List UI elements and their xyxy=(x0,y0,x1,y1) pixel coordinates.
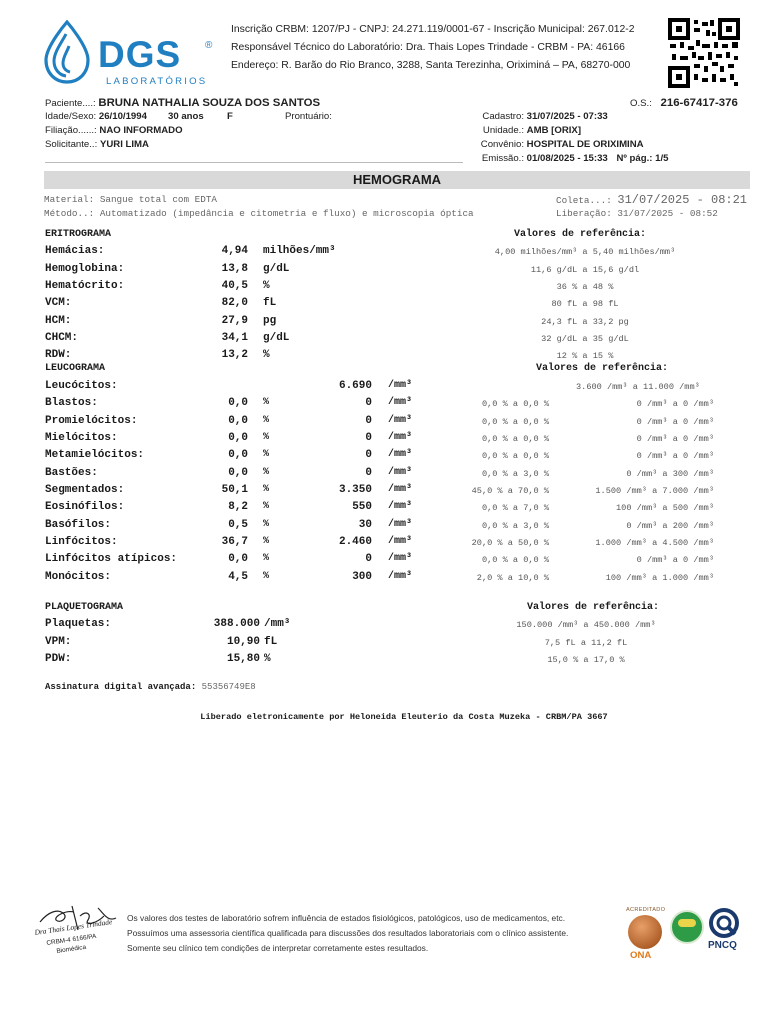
result-name: Plaquetas: xyxy=(45,618,112,630)
reference-pct: 0,0 % a 0,0 % xyxy=(481,434,549,444)
leucocitos-abs-unit: /mm³ xyxy=(388,380,413,391)
exam-title: HEMOGRAMA xyxy=(352,172,442,187)
result-unit: g/dL xyxy=(263,332,290,344)
reference-range: 7,5 fL a 11,2 fL xyxy=(544,638,628,648)
result-name: Monócitos: xyxy=(45,571,112,583)
result-name: Hematócrito: xyxy=(45,280,125,292)
result-unit: % xyxy=(263,349,270,361)
result-abs: 0 xyxy=(365,415,372,427)
digital-signature-label: Assinatura digital avançada: xyxy=(45,682,197,692)
result-name: PDW: xyxy=(45,653,72,665)
leucocitos-ref: 3.600 /mm³ a 11.000 /mm³ xyxy=(576,382,700,392)
reference-abs: 100 /mm³ a 500 /mm³ xyxy=(616,503,714,513)
result-abs-unit: /mm³ xyxy=(388,449,413,460)
eritrograma-header: ERITROGRAMA xyxy=(45,229,112,240)
reference-pct: 0,0 % a 0,0 % xyxy=(481,451,549,461)
result-pct: 50,1 xyxy=(221,484,248,496)
result-abs-unit: /mm³ xyxy=(388,467,413,478)
liberacao-label: Liberação: xyxy=(556,208,612,219)
reference-abs: 0 /mm³ a 0 /mm³ xyxy=(636,399,714,409)
material-label: Material: xyxy=(44,194,95,205)
unidade-label: Unidade.: xyxy=(482,125,524,136)
result-pct-unit: % xyxy=(263,571,270,582)
unidade-row xyxy=(476,125,581,136)
patient-age: 30 anos xyxy=(168,111,204,122)
metodo-row xyxy=(44,208,474,219)
ona-medal-icon xyxy=(628,915,662,949)
reference-abs: 0 /mm³ a 300 /mm³ xyxy=(626,469,714,479)
cadastro-row xyxy=(476,111,608,122)
leucograma-row xyxy=(0,571,768,588)
plaquetograma-row xyxy=(0,618,768,635)
liberacao-value: 31/07/2025 - 08:52 xyxy=(617,208,718,219)
patient-sex: F xyxy=(227,111,233,122)
result-name: VCM: xyxy=(45,297,72,309)
lab-logo xyxy=(42,20,222,92)
logo-text: DGS xyxy=(98,34,182,75)
result-pct: 36,7 xyxy=(221,536,248,548)
result-value: 40,5 xyxy=(221,280,248,292)
result-name: Linfócitos: xyxy=(45,536,118,548)
result-abs-unit: /mm³ xyxy=(388,501,413,512)
convenio-value: HOSPITAL DE ORIXIMINA xyxy=(526,139,644,150)
reference-abs: 0 /mm³ a 200 /mm³ xyxy=(626,521,714,531)
result-pct-unit: % xyxy=(263,432,270,443)
material-row xyxy=(44,194,217,205)
result-name: Eosinófilos: xyxy=(45,501,125,513)
reference-abs: 0 /mm³ a 0 /mm³ xyxy=(636,434,714,444)
result-abs: 550 xyxy=(352,501,372,513)
result-pct-unit: % xyxy=(263,501,270,512)
result-unit: g/dL xyxy=(263,263,290,275)
result-name: Linfócitos atípicos: xyxy=(45,553,178,565)
eritrograma-row xyxy=(0,263,768,280)
reference-abs: 1.500 /mm³ a 7.000 /mm³ xyxy=(595,486,714,496)
result-value: 13,8 xyxy=(221,263,248,275)
result-abs: 300 xyxy=(352,571,372,583)
result-pct-unit: % xyxy=(263,536,270,547)
plaquetograma-header: PLAQUETOGRAMA xyxy=(45,602,124,613)
result-value: 15,80 xyxy=(226,653,260,665)
leucograma-row xyxy=(0,553,768,570)
footer-text-1: Os valores dos testes de laboratório sofrem influência de estados fisiológicos, patológicos, uso de medicamentos, etc. xyxy=(127,913,566,923)
plaquetograma-ref-header: Valores de referência: xyxy=(527,602,660,613)
emissao-row xyxy=(476,153,668,164)
logo-registered: ® xyxy=(205,40,213,51)
result-abs: 0 xyxy=(365,432,372,444)
reference-abs: 1.000 /mm³ a 4.500 /mm³ xyxy=(595,538,714,548)
eritrograma-ref-header: Valores de referência: xyxy=(514,229,647,240)
result-unit: pg xyxy=(263,315,277,327)
prontuario-label: Prontuário: xyxy=(285,111,332,122)
result-abs: 0 xyxy=(365,467,372,479)
result-name: Hemoglobina: xyxy=(45,263,125,275)
cadastro-label: Cadastro: xyxy=(482,111,524,122)
reference-pct: 0,0 % a 7,0 % xyxy=(481,503,549,513)
emissao-label: Emissão.: xyxy=(481,153,524,164)
result-name: Segmentados: xyxy=(45,484,125,496)
leucograma-row xyxy=(0,519,768,536)
logo-subtitle: LABORATÓRIOS xyxy=(106,76,208,87)
result-abs-unit: /mm³ xyxy=(388,536,413,547)
result-pct-unit: % xyxy=(263,397,270,408)
os-label: O.S.: xyxy=(630,98,652,109)
ona-text: ONA xyxy=(630,950,652,961)
reference-pct: 0,0 % a 0,0 % xyxy=(481,417,549,427)
handwritten-signature xyxy=(34,904,120,962)
metodo-value: Automatizado (impedância e citometria e fluxo) e microscopia óptica xyxy=(99,208,474,219)
reference-pct: 0,0 % a 3,0 % xyxy=(481,469,549,479)
result-pct-unit: % xyxy=(263,519,270,530)
digital-signature-code: 55356749E8 xyxy=(201,682,256,692)
result-pct: 4,5 xyxy=(228,571,248,583)
exam-title-bar xyxy=(44,171,750,189)
reference-abs: 100 /mm³ a 1.000 /mm³ xyxy=(605,573,714,583)
result-abs: 30 xyxy=(358,519,372,531)
reference-pct: 2,0 % a 10,0 % xyxy=(476,573,549,583)
result-pct-unit: % xyxy=(263,553,270,564)
leucograma-row xyxy=(0,467,768,484)
result-abs-unit: /mm³ xyxy=(388,553,413,564)
result-abs-unit: /mm³ xyxy=(388,415,413,426)
result-abs-unit: /mm³ xyxy=(388,397,413,408)
result-abs-unit: /mm³ xyxy=(388,519,413,530)
convenio-row xyxy=(476,139,644,150)
eritrograma-row xyxy=(0,245,768,262)
result-pct: 0,0 xyxy=(228,415,248,427)
reference-range: 32 g/dL a 35 g/dL xyxy=(541,334,629,344)
reference-pct: 0,0 % a 3,0 % xyxy=(481,521,549,531)
result-pct-unit: % xyxy=(263,415,270,426)
result-value: 82,0 xyxy=(221,297,248,309)
os-number: 216-67417-376 xyxy=(660,97,738,109)
result-name: HCM: xyxy=(45,315,72,327)
result-pct: 0,0 xyxy=(228,397,248,409)
leucograma-row xyxy=(0,484,768,501)
solicitante-row xyxy=(45,139,149,150)
emissao-value: 01/08/2025 - 15:33 xyxy=(526,153,608,164)
pncq-text: PNCQ xyxy=(708,940,737,951)
result-pct: 0,0 xyxy=(228,449,248,461)
result-name: RDW: xyxy=(45,349,72,361)
result-abs: 2.460 xyxy=(338,536,372,548)
result-abs: 0 xyxy=(365,449,372,461)
drop-logo-icon xyxy=(42,20,92,84)
eritrograma-row xyxy=(0,297,768,314)
signature-crbm: CRBM-4 6166/PA xyxy=(46,932,97,947)
leucograma-row xyxy=(0,501,768,518)
result-name: Blastos: xyxy=(45,397,98,409)
result-pct: 0,0 xyxy=(228,432,248,444)
reference-range: 80 fL a 98 fL xyxy=(551,299,619,309)
signature-name: Dra Thais Lopes Trindade xyxy=(34,917,113,937)
patient-name: BRUNA NATHALIA SOUZA DOS SANTOS xyxy=(98,97,321,109)
leucocitos-name: Leucócitos: xyxy=(45,380,118,392)
filiacao-label: Filiação......: xyxy=(45,125,97,136)
reference-range: 4,00 milhões/mm³ a 5,40 milhões/mm³ xyxy=(494,247,676,257)
convenio-label: Convênio: xyxy=(480,139,524,150)
reference-range: 24,3 fL a 33,2 pg xyxy=(541,317,629,327)
plaquetograma-row xyxy=(0,653,768,670)
plaquetograma-row xyxy=(0,636,768,653)
reference-abs: 0 /mm³ a 0 /mm³ xyxy=(636,451,714,461)
result-unit: milhões/mm³ xyxy=(263,245,336,257)
solicitante-label: Solicitante..: xyxy=(45,139,98,150)
footer-text-2: Possuímos uma assessoria científica qualificada para discussões dos resultados laboratoriais com o clínico assistente. xyxy=(127,928,569,938)
liberado-text: Liberado eletronicamente por Heloneida Eleuterio da Costa Muzeka - CRBM/PA 3667 xyxy=(200,712,608,722)
lab-info-line-2: Responsável Técnico do Laboratório: Dra. Thais Lopes Trindade - CRBM - PA: 46166 xyxy=(231,42,625,53)
footer-text-3: Somente seu clínico tem condições de interpretar corretamente estes resultados. xyxy=(127,943,429,953)
result-unit: % xyxy=(264,653,271,665)
result-pct-unit: % xyxy=(263,484,270,495)
result-pct: 8,2 xyxy=(228,501,248,513)
result-name: Metamielócitos: xyxy=(45,449,145,461)
separator-line xyxy=(45,162,463,163)
reference-range: 36 % a 48 % xyxy=(556,282,614,292)
result-name: CHCM: xyxy=(45,332,79,344)
eritrograma-row xyxy=(0,280,768,297)
filiacao-value: NAO INFORMADO xyxy=(99,125,183,136)
result-abs: 0 xyxy=(365,397,372,409)
acreditado-text: ACREDITADO xyxy=(626,907,666,913)
controllab-seal-icon xyxy=(670,910,704,944)
result-unit: /mm³ xyxy=(264,618,291,630)
reference-abs: 0 /mm³ a 0 /mm³ xyxy=(636,417,714,427)
reference-range: 12 % a 15 % xyxy=(556,351,614,361)
leucograma-row xyxy=(0,397,768,414)
result-name: VPM: xyxy=(45,636,72,648)
coleta-value: 31/07/2025 - 08:21 xyxy=(617,193,748,207)
result-unit: fL xyxy=(264,636,278,648)
reference-range: 150.000 /mm³ a 450.000 /mm³ xyxy=(516,620,656,630)
result-name: Mielócitos: xyxy=(45,432,118,444)
result-name: Basófilos: xyxy=(45,519,112,531)
result-pct-unit: % xyxy=(263,449,270,460)
leucograma-ref-header: Valores de referência: xyxy=(536,363,669,374)
result-pct: 0,0 xyxy=(228,467,248,479)
page-number: 1/5 xyxy=(655,153,669,164)
patient-name-row xyxy=(45,97,320,109)
leucograma-row xyxy=(0,449,768,466)
result-pct: 0,5 xyxy=(228,519,248,531)
result-name: Hemácias: xyxy=(45,245,105,257)
result-name: Bastões: xyxy=(45,467,98,479)
lab-info-line-1: Inscrição CRBM: 1207/PJ - CNPJ: 24.271.119/0001-67 - Inscrição Municipal: 267.012-2 xyxy=(231,24,635,35)
leucograma-header: LEUCOGRAMA xyxy=(45,363,106,374)
result-value: 27,9 xyxy=(221,315,248,327)
result-abs-unit: /mm³ xyxy=(388,432,413,443)
material-value: Sangue total com EDTA xyxy=(99,194,217,205)
unidade-value: AMB [ORIX] xyxy=(526,125,582,136)
reference-pct: 20,0 % a 50,0 % xyxy=(471,538,549,548)
result-abs-unit: /mm³ xyxy=(388,484,413,495)
reference-pct: 45,0 % a 70,0 % xyxy=(471,486,549,496)
metodo-label: Método..: xyxy=(44,208,95,219)
result-value: 10,90 xyxy=(226,636,260,648)
result-value: 34,1 xyxy=(221,332,248,344)
liberacao-row xyxy=(556,208,718,219)
result-abs: 0 xyxy=(365,553,372,565)
eritrograma-row xyxy=(0,315,768,332)
lab-info-line-3: Endereço: R. Barão do Rio Branco, 3288, Santa Terezinha, Oriximiná – PA, 68270-000 xyxy=(231,60,631,71)
result-pct: 0,0 xyxy=(228,553,248,565)
age-sex-label: Idade/Sexo: xyxy=(45,111,97,122)
digital-signature xyxy=(45,682,256,692)
result-value: 4,94 xyxy=(221,245,248,257)
patient-label: Paciente....: xyxy=(45,98,96,109)
leucocitos-row xyxy=(0,380,768,397)
coleta-row xyxy=(556,193,747,207)
result-name: Promielócitos: xyxy=(45,415,138,427)
birth-date: 26/10/1994 xyxy=(98,111,147,122)
coleta-label: Coleta...: xyxy=(556,195,612,206)
eritrograma-row xyxy=(0,332,768,349)
result-abs: 3.350 xyxy=(338,484,372,496)
leucocitos-abs: 6.690 xyxy=(338,380,372,392)
leucograma-row xyxy=(0,432,768,449)
pncq-logo-icon xyxy=(708,907,740,939)
pncq-badge xyxy=(704,907,744,963)
solicitante-value: YURI LIMA xyxy=(99,139,149,150)
result-value: 388.000 xyxy=(213,618,260,630)
reference-abs: 0 /mm³ a 0 /mm³ xyxy=(636,555,714,565)
result-abs-unit: /mm³ xyxy=(388,571,413,582)
result-unit: fL xyxy=(263,297,277,309)
reference-range: 15,0 % a 17,0 % xyxy=(547,655,625,665)
signature-role: Biomédica xyxy=(56,943,87,955)
result-unit: % xyxy=(263,280,270,292)
ona-badge xyxy=(622,907,668,963)
age-sex-row xyxy=(45,111,147,122)
reference-pct: 0,0 % a 0,0 % xyxy=(481,399,549,409)
reference-range: 11,6 g/dL a 15,6 g/dl xyxy=(530,265,640,275)
result-value: 13,2 xyxy=(221,349,248,361)
leucograma-row xyxy=(0,536,768,553)
os-row xyxy=(630,97,738,109)
reference-pct: 0,0 % a 0,0 % xyxy=(481,555,549,565)
filiacao-row xyxy=(45,125,183,136)
leucograma-row xyxy=(0,415,768,432)
cadastro-value: 31/07/2025 - 07:33 xyxy=(526,111,608,122)
result-pct-unit: % xyxy=(263,467,270,478)
page-label: Nº pág.: xyxy=(616,153,653,164)
qr-code-icon xyxy=(668,18,740,88)
